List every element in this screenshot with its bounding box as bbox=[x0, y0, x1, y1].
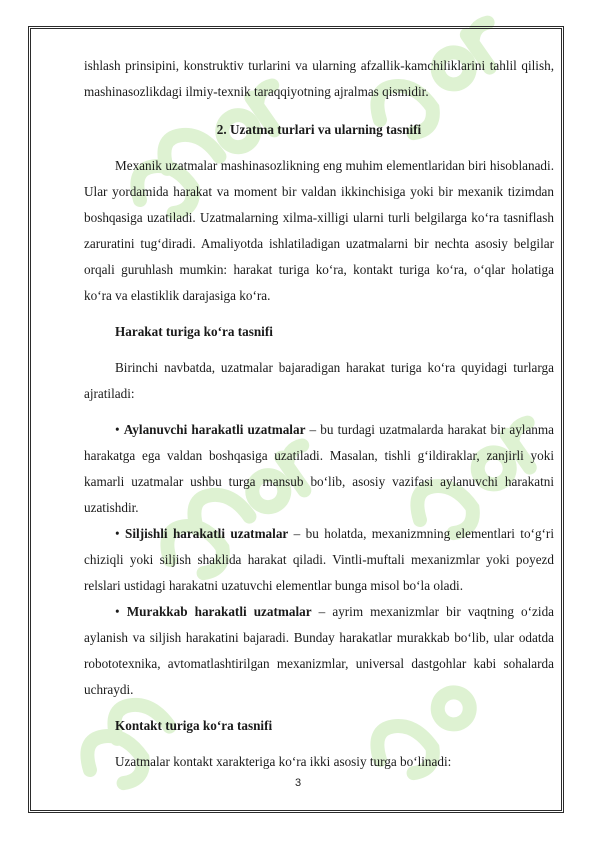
bullet-term: Murakkab harakatli uzatmalar bbox=[126, 604, 312, 619]
subheading-motion: Harakat turiga ko‘ra tasnifi bbox=[115, 324, 273, 339]
page-number: 3 bbox=[294, 777, 302, 789]
bullet-marker: • bbox=[115, 526, 120, 541]
bullet-text: – ayrim mexanizmlar bir vaqtning o‘zida aylanish va siljish harakatini bajaradi. Bunday harakatlar murakkab bo‘lib, ular odatda robototexnika, avtomatlashtirilgan mexanizmlar, universal dastgohlar kabi sohalarda uchraydi. bbox=[84, 604, 555, 697]
document-body bbox=[84, 53, 554, 775]
bullet-item bbox=[84, 417, 554, 521]
bullet-text: – bu holatda, mexanizmning elementlari to‘g‘ri chiziqli yoki siljish shaklida harakat qiladi. Vintli-muftali mexanizmlar yoki poyezd relslari ustidagi harakatni uzatuvchi elementlar bunga misol bo‘la oladi. bbox=[84, 526, 554, 593]
bullet-text: – bu turdagi uzatmalarda harakat bir aylanma harakatga ega valdan boshqasiga uzatiladi. Masalan, tishli g‘ildiraklar, zanjirli yoki kamarli uzatmalar ushbu turga mansub bo‘lib, asosiy vazifasi aylanuvchi harakatni uzatishdir. bbox=[84, 422, 555, 515]
bullet-marker: • bbox=[115, 422, 120, 437]
subheading-contact: Kontakt turiga ko‘ra tasnifi bbox=[115, 718, 273, 733]
contact-intro-paragraph: Uzatmalar kontakt xarakteriga ko‘ra ikki asosiy turga bo‘linadi: bbox=[115, 754, 452, 769]
motion-intro-paragraph: Birinchi navbatda, uzatmalar bajaradigan harakat turiga ko‘ra quyidagi turlarga ajratiladi: bbox=[84, 360, 554, 401]
section-heading: 2. Uzatma turlari va ularning tasnifi bbox=[216, 122, 422, 137]
bullet-marker: • bbox=[115, 604, 120, 619]
bullet-term: Aylanuvchi harakatli uzatmalar bbox=[123, 422, 306, 437]
intro-paragraph: ishlash prinsipini, konstruktiv turlarini va ularning afzallik-kamchiliklarini tahlil qilish, mashinasozlikdagi ilmiy-texnik taraqqiyotning ajralmas qismidir. bbox=[84, 58, 554, 99]
bullet-term: Siljishli harakatli uzatmalar bbox=[125, 526, 289, 541]
bullet-item bbox=[84, 521, 554, 599]
bullet-item bbox=[84, 599, 554, 703]
section-paragraph: Mexanik uzatmalar mashinasozlikning eng muhim elementlaridan biri hisoblanadi. Ular yordamida harakat va moment bir valdan ikkinchisiga yoki bir mexanik tizimdan boshqasiga uzatiladi. Uzatmalarning xilma-xilligi ularni turli belgilarga ko‘ra tasniflash zaruratini tug‘diradi. Amaliyotda ishlatiladigan uzatmalarni bir nechta asosiy belgilar orqali guruhlash mumkin: harakat turiga ko‘ra, kontakt turiga ko‘ra, o‘qlar holatiga ko‘ra va elastiklik darajasiga ko‘ra. bbox=[84, 158, 554, 303]
